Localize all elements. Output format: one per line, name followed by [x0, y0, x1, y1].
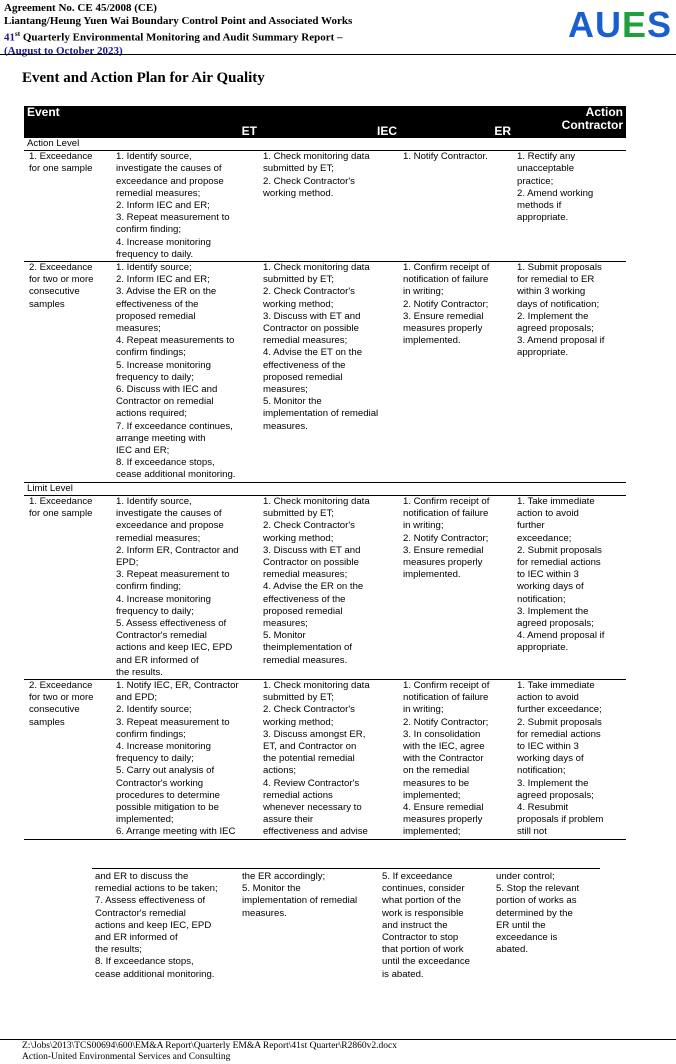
cell-er: 1. Confirm receipt of notification of failure in writing; 2. Notify Contractor; 3. In consolidation with the IEC, agree with the Contractor on the remedial measures to be implemented; 4. Ensure remedial measures properly implemented; — [400, 679, 514, 839]
cell-et: 1. Identify source, investigate the causes of exceedance and propose remedial measures; 2. Inform IEC and ER; 3. Repeat measurement to confirm finding; 4. Increase monitoring frequency to daily. — [113, 151, 260, 262]
cell-contractor: 1. Rectify any unacceptable practice; 2. Amend working methods if appropriate. — [514, 151, 626, 262]
cell-event: 2. Exceedance for two or more consecutive samples — [24, 262, 113, 483]
header-event: Event — [24, 106, 113, 138]
cell-iec: 1. Check monitoring data submitted by ET; 2. Check Contractor's working method; 3. Discuss with ET and Contractor on possible remedial measures; 4. Advise the ET on the effectiveness of the proposed remedial measures; 5. Monitor the implementation of remedial measures. — [260, 262, 400, 483]
footer-rule — [0, 1039, 676, 1040]
company-name: Action-United Environmental Services and Consulting — [22, 1052, 231, 1062]
page-title: Event and Action Plan for Air Quality — [22, 70, 265, 86]
table-row — [24, 679, 626, 839]
report-number-suffix: st — [15, 30, 21, 38]
cell-et: 1. Notify IEC, ER, Contractor and EPD; 2. Identify source; 3. Repeat measurement to confirm findings; 4. Increase monitoring frequency to daily; 5. Carry out analysis of Contractor's working procedures to determine possible mitigation to be implemented; 6. Arrange meeting with IEC — [113, 679, 260, 839]
cell-event: 1. Exceedance for one sample — [24, 495, 113, 679]
report-title — [4, 28, 544, 45]
continuation-et: and ER to discuss the remedial actions to be taken; 7. Assess effectiveness of Contractor's remedial actions and keep IEC, EPD and ER informed of the results; 8. If exceedance stops, cease additional monitoring. — [95, 871, 218, 980]
cell-contractor: 1. Take immediate action to avoid further exceedance; 2. Submit proposals for remedial actions to IEC within 3 working days of notification; 3. Implement the agreed proposals; 4. Resubmit proposals if problem still not — [514, 679, 626, 839]
continuation-contractor: under control; 5. Stop the relevant portion of works as determined by the ER until the exceedance is abated. — [496, 871, 580, 956]
section-label: Limit Level — [27, 482, 73, 494]
project-name: Liantang/Heung Yuen Wai Boundary Control Point and Associated Works — [4, 15, 353, 27]
page-footer — [22, 1041, 397, 1063]
cell-iec: 1. Check monitoring data submitted by ET; 2. Check Contractor's working method; 3. Discuss amongst ER, ET, and Contractor on the potential remedial actions; 4. Review Contractor's remedial actions whenever necessary to assure their effectiveness and advise — [260, 679, 400, 839]
table-continuation — [92, 868, 600, 980]
header-et: ET — [113, 106, 260, 138]
table-row — [24, 262, 626, 483]
continuation-er: 5. If exceedance continues, consider what portion of the work is responsible and instruct the Contractor to stop that portion of work until the exceedance is abated. — [382, 871, 471, 980]
section-label-row — [24, 482, 626, 495]
cell-contractor: 1. Take immediate action to avoid further exceedance; 2. Submit proposals for remedial actions to IEC within 3 working days of notification; 3. Implement the agreed proposals; 4. Amend proposal if appropriate. — [514, 495, 626, 679]
cell-er: 1. Confirm receipt of notification of failure in writing; 2. Notify Contractor; 3. Ensure remedial measures properly implemented. — [400, 262, 514, 483]
report-title-text: Quarterly Environmental Monitoring and Audit Summary Report – — [20, 31, 343, 44]
continuation-rule — [92, 868, 600, 869]
header-divider — [0, 54, 676, 55]
header-action-contractor: Action Contractor — [514, 106, 626, 138]
header-iec: IEC — [260, 106, 400, 138]
continuation-iec: the ER accordingly; 5. Monitor the implementation of remedial measures. — [242, 871, 358, 919]
cell-iec: 1. Check monitoring data submitted by ET; 2. Check Contractor's working method; 3. Discuss with ET and Contractor on possible remedial measures; 4. Advise the ER on the effectiveness of the proposed remedial measures; 5. Monitor theimplementation of remedial measures. — [260, 495, 400, 679]
report-period: (August to October 2023) — [4, 44, 123, 57]
cell-contractor: 1. Submit proposals for remedial to ER within 3 working days of notification; 2. Implement the agreed proposals; 3. Amend proposal if appropriate. — [514, 262, 626, 483]
event-action-table — [24, 106, 626, 840]
cell-et: 1. Identify source; 2. Inform IEC and ER; 3. Advise the ER on the effectiveness of the proposed remedial measures; 4. Repeat measurements to confirm findings; 5. Increase monitoring frequency to daily; 6. Discuss with IEC and Contractor on remedial actions required; 7. If exceedance continues, arrange meeting with IEC and ER; 8. If exceedance stops, cease additional monitoring. — [113, 262, 260, 483]
table-row — [24, 151, 626, 262]
cell-er: 1. Confirm receipt of notification of failure in writing; 2. Notify Contractor; 3. Ensure remedial measures properly implemented. — [400, 495, 514, 679]
aues-logo: AUES — [567, 4, 672, 45]
cell-iec: 1. Check monitoring data submitted by ET; 2. Check Contractor's working method. — [260, 151, 400, 262]
report-number: 41 — [4, 31, 15, 44]
agreement-number: Agreement No. CE 45/2008 (CE) — [4, 2, 157, 14]
table-row — [24, 495, 626, 679]
cell-er: 1. Notify Contractor. — [400, 151, 514, 262]
cell-event: 2. Exceedance for two or more consecutive samples — [24, 679, 113, 839]
report-header — [4, 2, 544, 58]
cell-et: 1. Identify source, investigate the causes of exceedance and propose remedial measures; 2. Inform ER, Contractor and EPD; 3. Repeat measurement to confirm finding; 4. Increase monitoring frequency to daily; 5. Assess effectiveness of Contractor's remedial actions and keep IEC, EPD and ER informed of the results. — [113, 495, 260, 679]
section-label: Action Level — [27, 138, 80, 149]
section-label-row — [24, 138, 626, 151]
header-er: ER — [400, 106, 514, 138]
file-path: Z:\Jobs\2013\TCS00694\600\EM&A Report\Quarterly EM&A Report\41st Quarter\R2860v2.docx — [22, 1041, 397, 1051]
cell-event: 1. Exceedance for one sample — [24, 151, 113, 262]
